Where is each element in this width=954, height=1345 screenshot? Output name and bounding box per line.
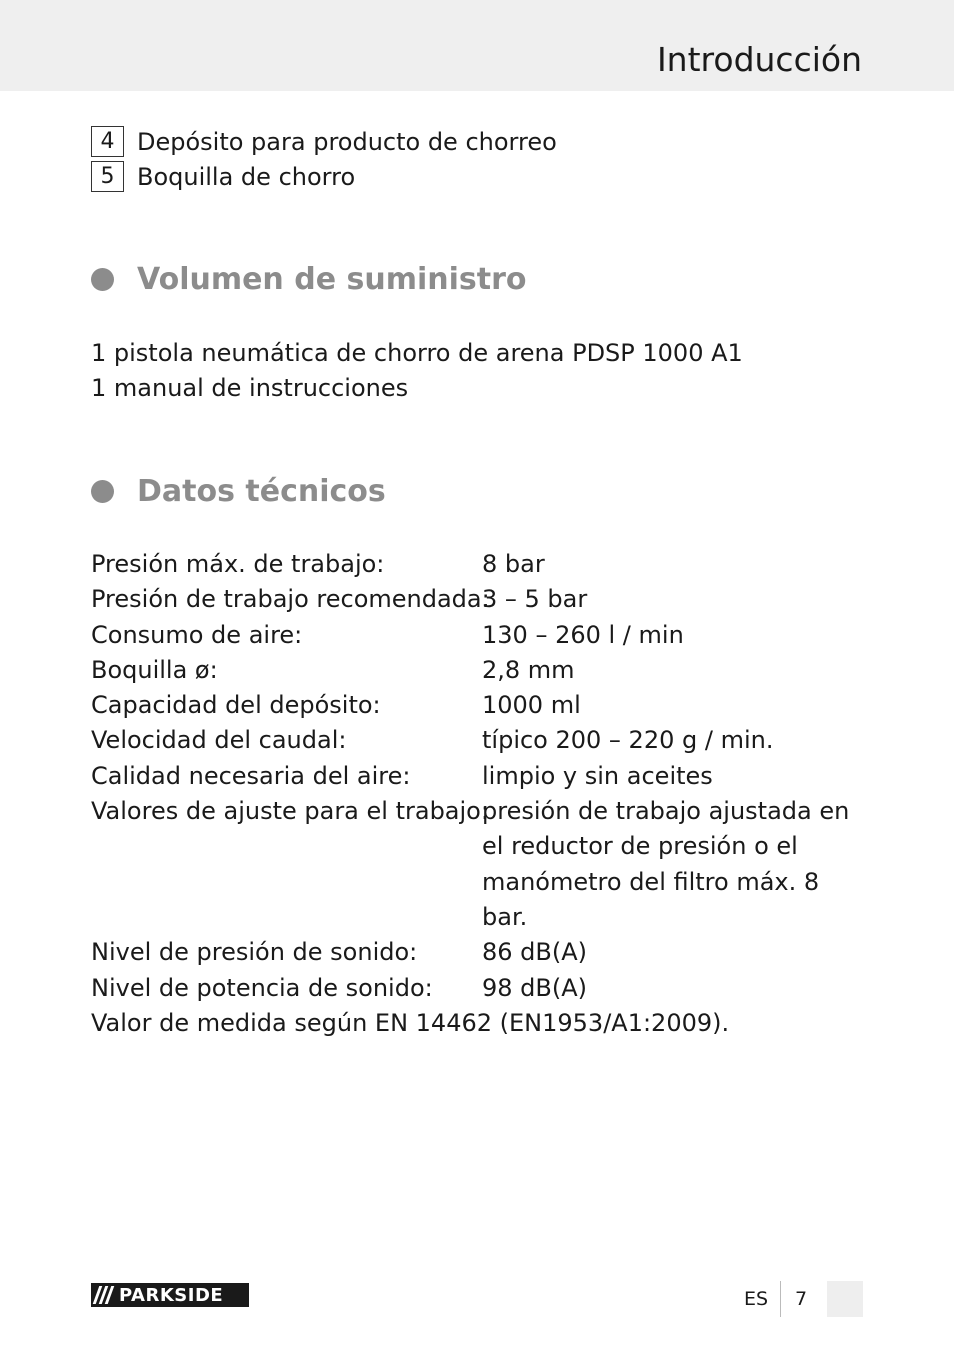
spec-note: Valor de medida según EN 14462 (EN1953/A1:2009). [91, 1008, 730, 1037]
part-label: Boquilla de chorro [137, 162, 356, 191]
spec-row [91, 935, 871, 970]
spec-row [91, 547, 871, 582]
spec-value: 2,8 mm [482, 655, 575, 684]
spec-value: 8 bar [482, 550, 545, 578]
spec-label: Nivel de presión de sonido: [91, 938, 418, 967]
supply-item: 1 manual de instrucciones [91, 374, 409, 402]
spec-label: Velocidad del caudal: [91, 726, 347, 755]
page-number: 7 [795, 1288, 808, 1310]
spec-label: Valores de ajuste para el trabajo: [91, 797, 489, 826]
spec-row [91, 653, 871, 688]
spec-value: 1000 ml [482, 691, 581, 720]
spec-label: Capacidad del depósito: [91, 691, 381, 720]
spec-label: Presión máx. de trabajo: [91, 550, 385, 578]
supply-heading-text: Volumen de suministro [137, 262, 527, 297]
parkside-logo [91, 1283, 249, 1307]
spec-label: Consumo de aire: [91, 620, 303, 649]
spec-value: limpio y sin aceites [482, 761, 713, 790]
spec-row [91, 582, 871, 617]
spec-value: 3 – 5 bar [482, 585, 588, 614]
footer-divider [780, 1281, 781, 1317]
supply-heading [91, 262, 527, 297]
logo-text: PARKSIDE [119, 1284, 224, 1306]
spec-value: 86 dB(A) [482, 938, 588, 967]
language-code: ES [744, 1288, 769, 1310]
spec-row [91, 618, 871, 653]
bullet-icon [91, 480, 114, 503]
bullet-icon [91, 268, 114, 291]
spec-value: 130 – 260 l / min [482, 620, 684, 649]
footer-tab-box [827, 1281, 863, 1317]
spec-row [91, 794, 871, 935]
spec-label: Nivel de potencia de sonido: [91, 973, 433, 1002]
specs-heading-text: Datos técnicos [137, 474, 386, 509]
part-number: 5 [91, 161, 124, 192]
spec-value: típico 200 – 220 g / min. [482, 726, 774, 755]
spec-row [91, 971, 871, 1006]
specs-table [91, 547, 871, 1041]
supply-list [91, 336, 743, 406]
spec-label: Boquilla ø: [91, 655, 218, 684]
spec-row [91, 723, 871, 758]
supply-item: 1 pistola neumática de chorro de arena PDSP 1000 A1 [91, 339, 743, 367]
part-item [91, 159, 557, 194]
spec-value: 98 dB(A) [482, 973, 588, 1002]
spec-label: Presión de trabajo recomendada: [91, 585, 490, 614]
spec-row [91, 688, 871, 723]
page-title: Introducción [656, 40, 862, 79]
spec-value: presión de trabajo ajustada en el reductor de presión o el manómetro del filtro máx. 8 bar. [482, 797, 850, 931]
logo-stripes-icon [96, 1286, 114, 1304]
spec-row [91, 759, 871, 794]
spec-label: Calidad necesaria del aire: [91, 761, 411, 790]
part-item [91, 124, 557, 159]
parts-list [91, 124, 557, 194]
specs-heading [91, 474, 386, 509]
part-number: 4 [91, 126, 124, 157]
part-label: Depósito para producto de chorreo [137, 127, 557, 156]
